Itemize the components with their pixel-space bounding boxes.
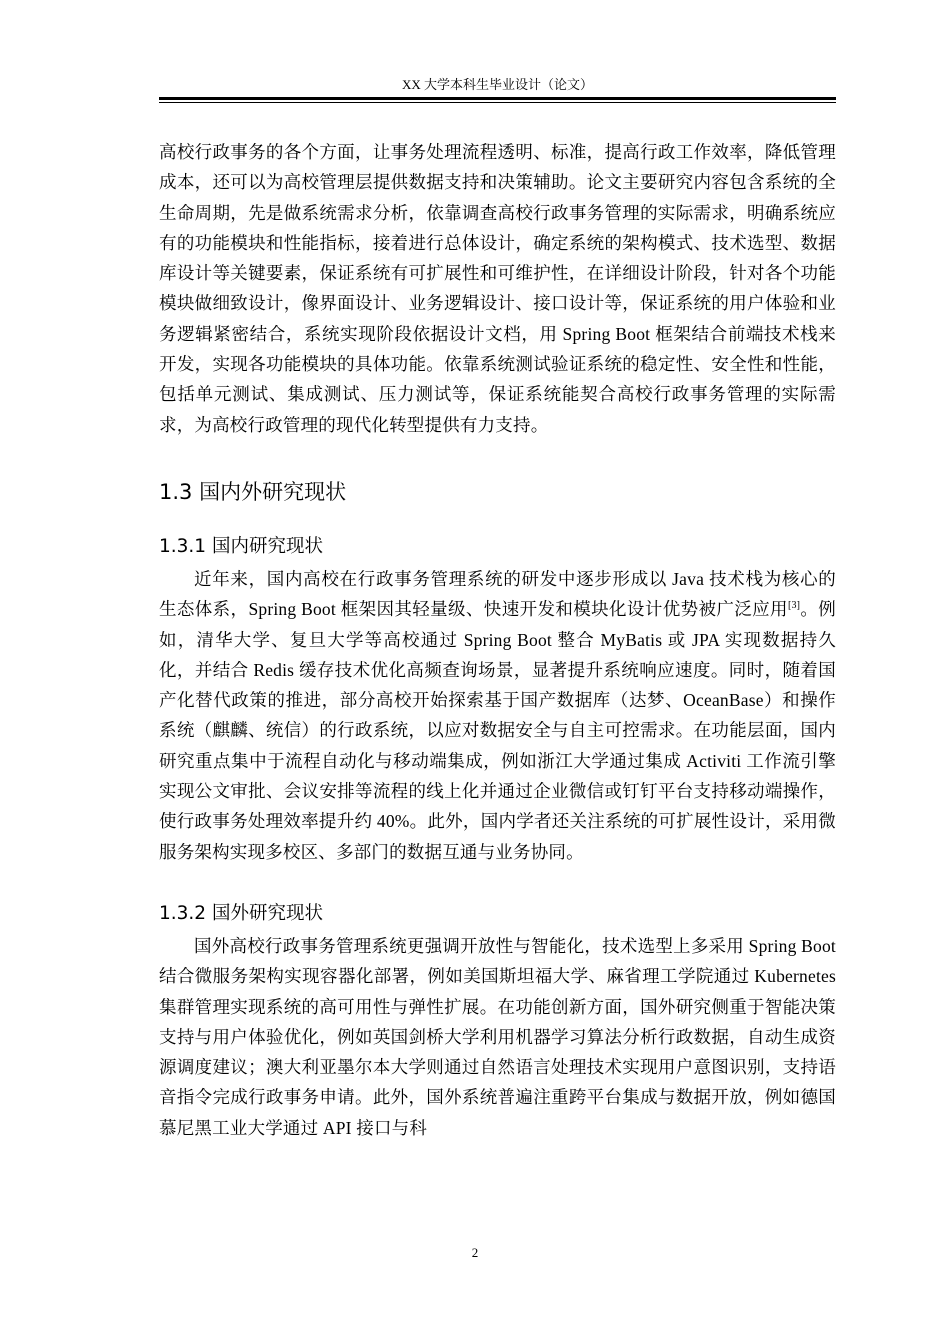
foreign-research-paragraph: 国外高校行政事务管理系统更强调开放性与智能化，技术选型上多采用 Spring Boot 结合微服务架构实现容器化部署，例如美国斯坦福大学、麻省理工学院通过 Kubernetes 集群管理实现系统的高可用性与弹性扩展。在功能创新方面，国外研究侧重于智能决策支持与用户体验优化，例如英国剑桥大学利用机器学习算法分析行政数据，自动生成资源调度建议；澳大利亚墨尔本大学则通过自然语言处理技术实现用户意图识别，支持语音指令完成行政事务申请。此外，国外系统普遍注重跨平台集成与数据开放，例如德国慕尼黑工业大学通过 API 接口与科 [159,935,836,1138]
header-rule-thin [159,102,836,103]
page-number: 2 [471,1245,479,1260]
page-body [159,137,836,1143]
header-rule-thick [159,97,836,100]
intro-paragraph: 高校行政事务的各个方面，让事务处理流程透明、标准，提高行政工作效率，降低管理成本，还可以为高校管理层提供数据支持和决策辅助。论文主要研究内容包含系统的全生命周期，先是做系统需求分析，依靠调查高校行政事务管理的实际需求，明确系统应有的功能模块和性能指标，接着进行总体设计，确定系统的架构模式、技术选型、数据库设计等关键要素，保证系统有可扩展性和可维护性，在详细设计阶段，针对各个功能模块做细致设计，像界面设计、业务逻辑设计、接口设计等，保证系统的用户体验和业务逻辑紧密结合，系统实现阶段依据设计文档，用 Spring Boot 框架结合前端技术栈来开发，实现各功能模块的具体功能。依靠系统测试验证系统的稳定性、安全性和性能，包括单元测试、集成测试、压力测试等，保证系统能契合高校行政事务管理的实际需求，为高校行政管理的现代化转型提供有力支持。 [159,142,836,435]
section-heading-1-3: 1.3 国内外研究现状 [159,479,347,504]
subsection-heading-1-3-1: 1.3.1 国内研究现状 [159,535,323,557]
domestic-research-paragraph [159,564,836,867]
subsection-heading-1-3-2: 1.3.2 国外研究现状 [159,902,323,924]
running-header: XX 大学本科生毕业设计（论文） [401,77,594,92]
citation-ref: [3] [787,600,801,612]
domestic-text-part-2: 。例如，清华大学、复旦大学等高校通过 Spring Boot 整合 MyBatis 或 JPA 实现数据持久化，并结合 Redis 缓存技术优化高频查询场景，显著提升系统响应速度。同时，随着国产化替代政策的推进，部分高校开始探索基于国产数据库（达梦、OceanBase）和操作系统（麒麟、统信）的行政系统，以应对数据安全与自主可控需求。在功能层面，国内研究重点集中于流程自动化与移动端集成，例如浙江大学通过集成 Activiti 工作流引擎实现公文审批、会议安排等流程的线上化并通过企业微信或钉钉平台支持移动端操作，使行政事务处理效率提升约 40%。此外，国内学者还关注系统的可扩展性设计，采用微服务架构实现多校区、多部门的数据互通与业务协同。 [159,599,836,862]
domestic-text-part-1: 近年来，国内高校在行政事务管理系统的研发中逐步形成以 Java 技术栈为核心的生态体系，Spring Boot 框架因其轻量级、快速开发和模块化设计优势被广泛应用 [159,568,836,620]
